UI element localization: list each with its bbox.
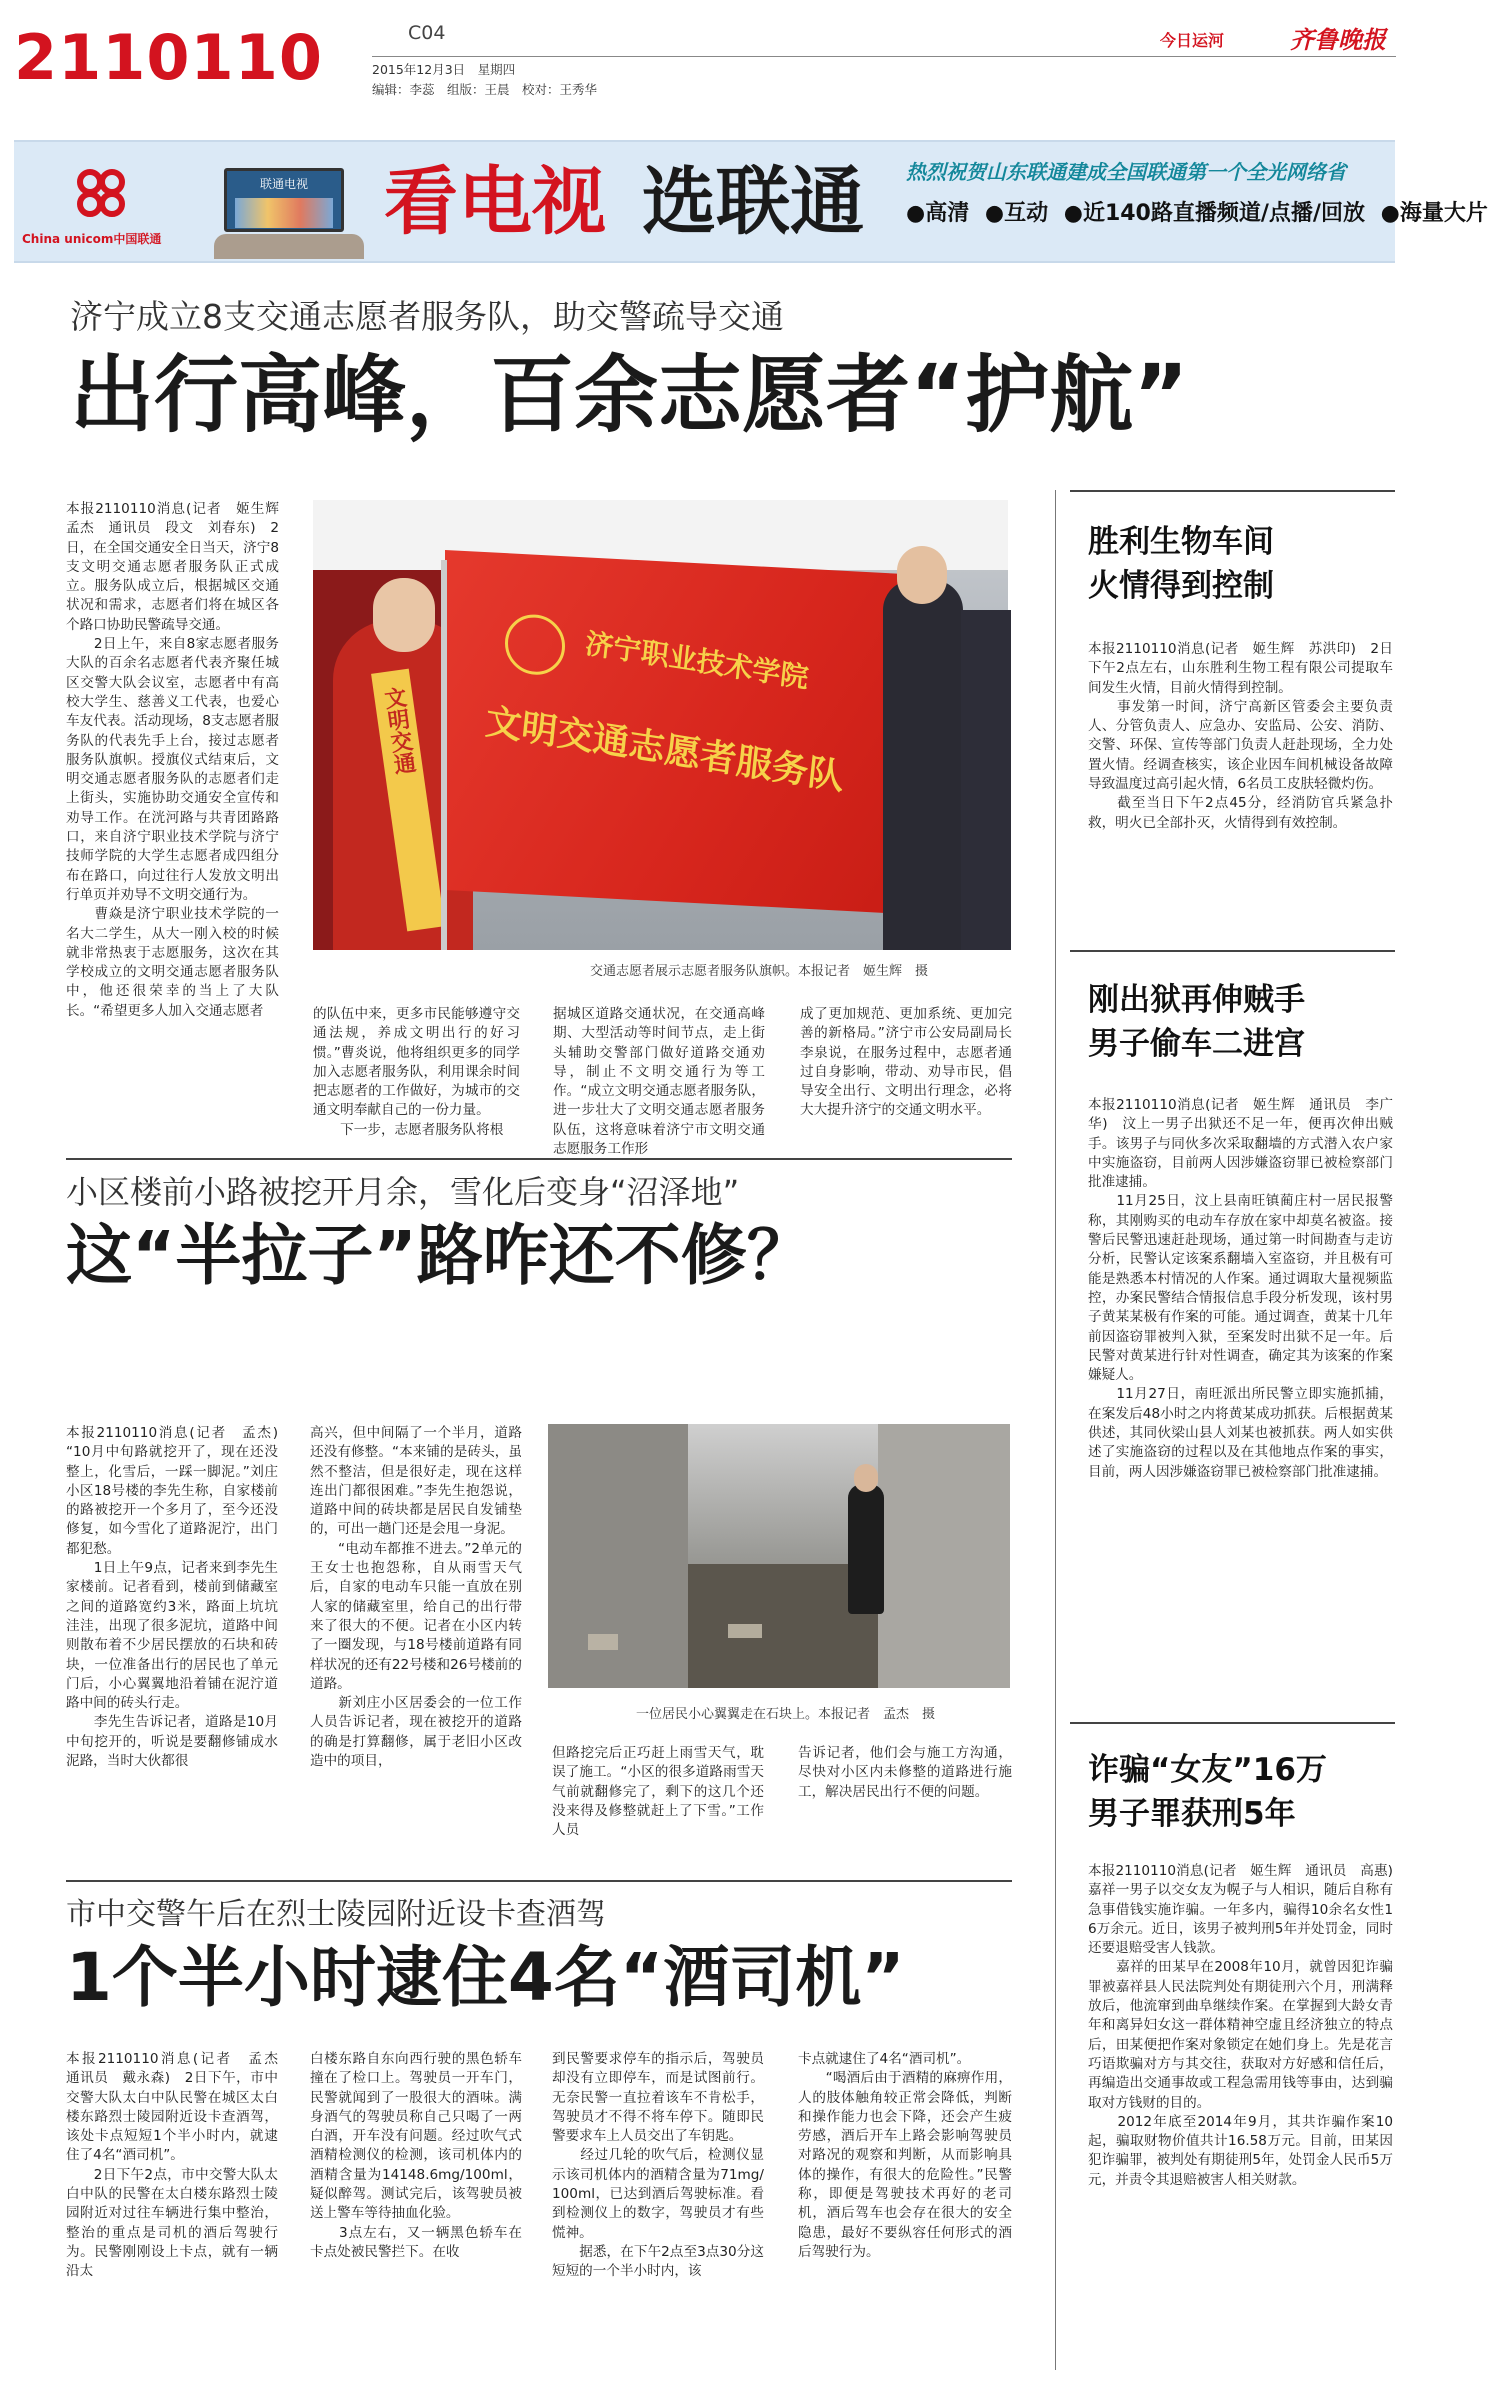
story1-col3: 据城区道路交通状况，在交通高峰期、大型活动等时间节点，走上街头辅助交警部门做好道路交通劝导，制止不文明交通行为等工作。“成立文明交通志愿者服务队，进一步壮大了文明交通志愿者服务队伍，这将意味着济宁市文明交通志愿服务工作形: [553, 1006, 765, 1158]
story2-col3: 但路挖完后正巧赶上雨雪天气，耽误了施工。“小区的很多道路雨雪天气前就翻修完了，剩下的这几个还没来得及修整就赶上了下雪。”工作人员: [552, 1745, 764, 1839]
ad-features: [906, 196, 1488, 227]
section-name: 今日运河: [1160, 31, 1225, 50]
ad-banner-text: 热烈祝贺山东联通建成全国联通第一个全光网络省: [906, 160, 1346, 184]
volunteer-flag: [445, 550, 905, 914]
story2-col1: 本报2110110消息(记者 孟杰) “10月中旬路就挖开了，现在还没整上，化雪后，一踩一脚泥。”刘庄小区18号楼的李先生称，自家楼前的路被挖开一个多月了，至今还没修复，如今雪化了道路泥泞，出门都犯愁。 1日上午9点，记者来到李先生家楼前。记者看到，楼前到储藏室之间的道路宽约3米，路面上坑坑洼洼，出现了很多泥坑，道路中间则散布着不少居民摆放的石块和砖块，一位准备出行的居民也了单元门后，小心翼翼地沿着铺在泥泞道路中间的砖头行走。 李先生告诉记者，道路是10月中旬挖开的，听说是要翻修铺成水泥路，当时大伙都很: [66, 1425, 278, 1770]
story3-headline: 1个半小时逮住4名“酒司机”: [66, 1939, 905, 2016]
volunteer-sash: 文明交通: [371, 669, 445, 932]
hotline-number: 2110110: [14, 21, 323, 94]
side1-body: 本报2110110消息(记者 姬生辉 苏洪印) 2日下午2点左右，山东胜利生物工程有限公司提取车间发生火情，目前火情得到控制。 事发第一时间，济宁高新区管委会主要负责人、分管负责人、应急办、安监局、公安、消防、交警、环保、宣传等部门负责人赶赴现场，全力处置火情。经调查核实，该企业因车间机械设备故障导致温度过高引起火情，6名员工皮肤轻微灼伤。 截至当日下午2点45分，经消防官兵紧急扑救，明火已全部扑灭，火情得到有效控制。: [1088, 641, 1393, 831]
volunteer-left-head: [373, 578, 435, 652]
tv-screen-graphic: [224, 168, 344, 232]
sidebar-divider: [1055, 490, 1056, 2370]
story2-headline: 这“半拉子”路咋还不修？: [66, 1217, 813, 1294]
sidebar-rule-2: [1070, 1722, 1395, 1724]
story3-col4: 卡点就逮住了4名“酒司机”。 “喝酒后由于酒精的麻痹作用，人的肢体触角较正常会降低，判断和操作能力也会下降，还会产生疲劳感，酒后开车上路会影响驾驶员对路况的观察和判断，从而影响具体的操作，有很大的危险性。”民警称，即便是驾驶技术再好的老司机，酒后驾车也会存在很大的安全隐患，最好不要纵容任何形式的酒后驾驶行为。: [798, 2051, 1012, 2260]
unicom-knot-icon: [72, 164, 130, 222]
story3-col2: 白楼东路自东向西行驶的黑色轿车撞在了检口上。驾驶员一开车门，民警就闻到了一股很大的酒味。满身酒气的驾驶员称自己只喝了一两白酒，开车没有问题。经过吹气式酒精检测仪的检测，该司机体内的酒精含量为14148.6mg/100ml，疑似醉驾。测试完后，该驾驶员被送上警车等待抽血化验。 3点左右，又一辆黑色轿车在卡点处被民警拦下。在收: [310, 2051, 522, 2260]
page-number: C04: [408, 22, 446, 44]
story2-col4: 告诉记者，他们会与施工方沟通，尽快对小区内未修整的道路进行施工，解决居民出行不便的问题。: [798, 1745, 1012, 1800]
side3-title: 诈骗“女友”16万 男子罪获刑5年: [1088, 1752, 1327, 1832]
volunteer-right: [883, 580, 963, 950]
unicom-brand: China unicom中国联通: [22, 232, 162, 246]
tv-label: 联通电视: [259, 177, 308, 191]
story3-col1: 本报2110110消息(记者 孟杰 通讯员 戴永森) 2日下午，市中交警大队太白中队民警在城区太白楼东路烈士陵园附近设卡查酒驾，该处卡点短短1个半小时内，就逮住了4名“酒司机”。 2日下午2点，市中交警大队太白中队的民警在太白楼东路烈士陵园附近对过往车辆进行集中整治，整治的重点是司机的酒后驾驶行为。民警刚刚设上卡点，就有一辆沿太: [66, 2051, 278, 2280]
editor-credits: 编辑：李蕊 组版：王晨 校对：王秀华: [372, 82, 598, 97]
story1-photo: [313, 500, 1008, 950]
ad-slogan-choose-unicom: 选联通: [642, 159, 864, 245]
flag-pole: [441, 560, 447, 950]
story3-subtitle: 市中交警午后在烈士陵园附近设卡查酒驾: [66, 1897, 606, 1932]
resident-figure: [848, 1484, 884, 1614]
story1-subtitle: 济宁成立8支交通志愿者服务队，助交警疏导交通: [70, 297, 784, 336]
story3-col3: 到民警要求停车的指示后，驾驶员却没有立即停车，而是试图前行。无奈民警一直拉着该车不肯松手，驾驶员才不得不将车停下。随即民警要求车上人员交出了车钥匙。 经过几轮的吹气后，检测仪显示该司机体内的酒精含量为71mg/100ml，已达到酒后驾驶标准。看到检测仪上的数字，驾驶员才有些慌神。 据悉，在下午2点至3点30分这短短的一个半小时内，该: [552, 2051, 764, 2280]
story1-photo-caption: 交通志愿者展示志愿者服务队旗帜。本报记者 姬生辉 摄: [590, 964, 929, 979]
publish-date: 2015年12月3日 星期四: [372, 62, 516, 77]
story1-col4: 成了更加规范、更加系统、更加完善的新格局。”济宁市公安局副局长李泉说，在服务过程中，志愿者通过自身影响，带动、劝导市民，倡导安全出行、文明出行理念，必将大大提升济宁的交通文明水平。: [800, 1006, 1012, 1119]
volunteer-right-head: [897, 546, 947, 604]
story2-col2: 高兴，但中间隔了一个半月，道路还没有修整。“本来铺的是砖头，虽然不整洁，但是很好走，现在这样连出门都很困难。”李先生抱怨说，道路中间的砖块都是居民自发铺垫的，可出一趟门还是会甩一身泥。 “电动车都推不进去。”2单元的王女士也抱怨称，自从雨雪天气后，自家的电动车只能一直放在别人家的储藏室里，给自己的出行带来了很大的不便。记者在小区内转了一圈发现，与18号楼前道路有同样状况的还有22号楼和26号楼前的道路。 新刘庄小区居委会的一位工作人员告诉记者，现在被挖开的道路的确是打算翻修，属于老旧小区改造中的项目，: [310, 1425, 522, 1770]
family-graphic: [214, 234, 364, 259]
story2-photo: [548, 1424, 1010, 1688]
flag-emblem-icon: [505, 613, 565, 676]
story2-photo-caption: 一位居民小心翼翼走在石块上。本报记者 孟杰 摄: [636, 1707, 936, 1722]
ad-feature-channels: ●近140路直播频道/点播/回放: [1063, 201, 1365, 226]
story2-subtitle: 小区楼前小路被挖开月余，雪化后变身“沼泽地”: [66, 1173, 740, 1211]
newspaper-logo: 齐鲁晚报: [1290, 26, 1386, 54]
side2-body: 本报2110110消息(记者 姬生辉 通讯员 李广华) 汶上一男子出狱还不足一年，便再次伸出贼手。该男子与同伙多次采取翻墙的方式潜入农户家中实施盗窃，目前两人因涉嫌盗窃罪已被检察部门批准逮捕。 11月25日，汶上县南旺镇蔺庄村一居民报警称，其刚购买的电动车存放在家中却莫名被盗。接警后民警迅速赶赴现场，通过第一时间勘查与走访分析，民警认定该案系翻墙入室盗窃，并且极有可能是熟悉本村情况的人作案。通过调取大量视频监控，办案民警结合情报信息手段分析发现，该村男子黄某某极有作案的可能。通过调查，黄某十几年前因盗窃罪被判入狱，至案发时出狱不足一年。后民警对黄某进行针对性调查，确定其为该案的作案嫌疑人。 11月27日，南旺派出所民警立即实施抓捕，在案发后48小时之内将黄某成功抓获。后根据黄某供述，其同伙梁山县人刘某也被抓获。两人如实供述了实施盗窃的过程以及在其他地点作案的事实，目前，两人因涉嫌盗窃罪已被检察部门批准逮捕。: [1088, 1097, 1393, 1480]
ad-feature-movies: ●海量大片: [1380, 201, 1488, 226]
masthead-rule: [372, 56, 1396, 57]
story1-headline: 出行高峰，百余志愿者“护航”: [70, 346, 1189, 444]
unicom-ad[interactable]: [14, 140, 1488, 263]
flag-school-name: 济宁职业技术学院: [583, 626, 810, 695]
story1-col1: 本报2110110消息(记者 姬生辉 孟杰 通讯员 段文 刘春东) 2日，在全国交通安全日当天，济宁8支文明交通志愿者服务队正式成立。服务队成立后，根据城区交通状况和需求，志愿者们将在城区各个路口协助民警疏导交通。 2日上午，来自8家志愿者服务大队的百余名志愿者代表齐聚任城区交警大队会议室，志愿者中有高校大学生、慈善义工代表，也爱心车友代表。活动现场，8支志愿者服务队的代表先手上台，接过志愿者服务队旗帜。授旗仪式结束后，文明交通志愿者服务队的志愿者们走上街头，实施协助交通安全宣传和劝导工作。在洸河路与共青团路路口，来自济宁职业技术学院与济宁技师学院的大学生志愿者成四组分布在路口，向过往行人发放文明出行单页并劝导不文明交通行为。 曹焱是济宁职业技术学院的一名大二学生，从大一刚入校的时候就非常热衷于志愿服务，这次在其学校成立的文明交通志愿者服务队中，他还很荣幸的当上了大队长。“希望更多人加入交通志愿者: [66, 501, 279, 1019]
ad-feature-hd: ●高清: [906, 201, 970, 226]
side2-title: 刚出狱再伸贼手 男子偷车二进宫: [1088, 982, 1305, 1062]
divider-story1: [66, 1158, 1012, 1160]
side3-body: 本报2110110消息(记者 姬生辉 通讯员 高惠) 嘉祥一男子以交女友为幌子与人相识，随后自称有急事借钱实施诈骗。一年多内，骗得10余名女性16万余元。近日，该男子被判刑5年并处罚金，同时还要退赔受害人钱款。 嘉祥的田某早在2008年10月，就曾因犯诈骗罪被嘉祥县人民法院判处有期徒刑六个月，刑满释放后，他流窜到曲阜继续作案。在掌握到大龄女青年和离异妇女这一群体精神空虚且经济独立的特点后，田某便把作案对象锁定在她们身上。先是花言巧语欺骗对方与其交往，获取对方好感和信任后，再编造出交通事故或工程急需用钱等事由，达到骗取对方钱财的目的。 2012年底至2014年9月，其共诈骗作案10起，骗取财物价值共计16.58万元。目前，田某因犯诈骗罪，被判处有期徒刑5年，处罚金人民币5万元，并责令其退赔被害人相关财款。: [1088, 1863, 1393, 2188]
side1-title: 胜利生物车间 火情得到控制: [1088, 524, 1274, 604]
sidebar-rule-1: [1070, 950, 1395, 952]
flag-team-name: 文明交通志愿者服务队: [483, 701, 846, 799]
divider-story2: [66, 1880, 1012, 1882]
ad-feature-interactive: ●互动: [984, 201, 1049, 226]
ad-slogan-watch-tv: 看电视: [384, 159, 606, 245]
story1-col2: 的队伍中来，更多市民能够遵守交通法规，养成文明出行的好习惯。”曹炎说，他将组织更多的同学加入志愿者服务队，利用课余时间把志愿者的工作做好，为城市的交通文明奉献自己的一份力量。 下一步，志愿者服务队将根: [313, 1006, 520, 1138]
sidebar-top-rule: [1070, 490, 1395, 492]
